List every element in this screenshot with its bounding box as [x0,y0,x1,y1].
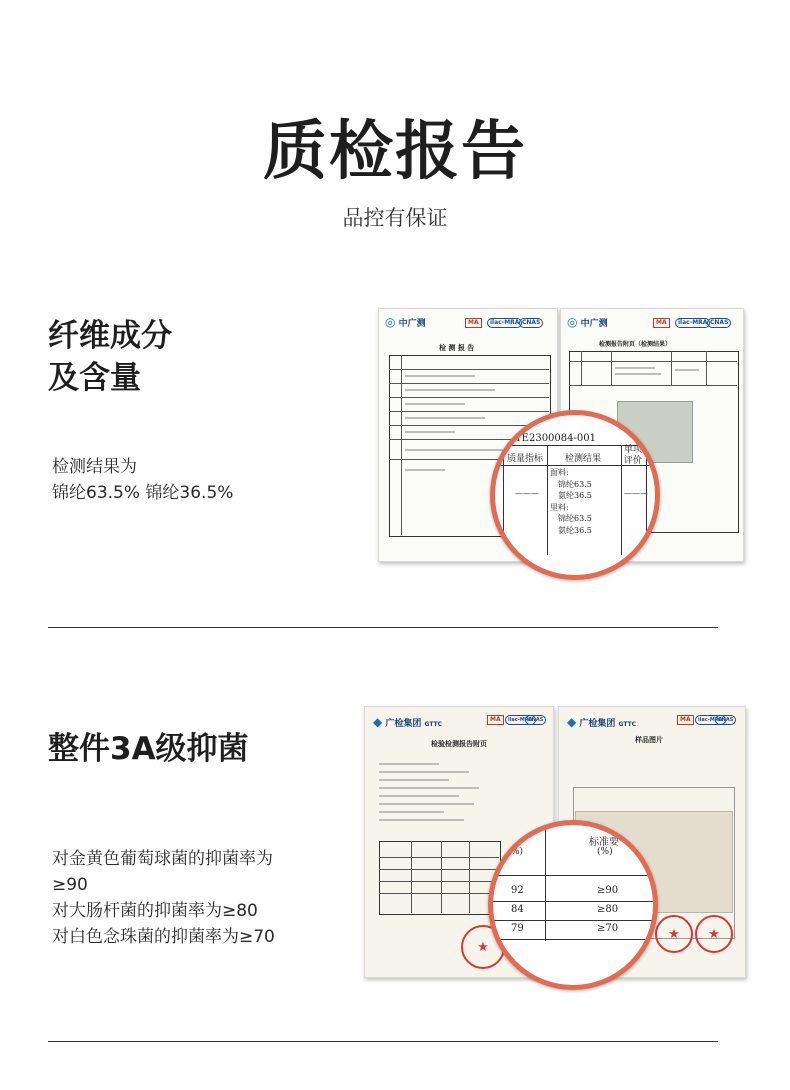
section2-desc-line: 对白色念珠菌的抑菌率为≥70 [52,927,275,947]
stamp-star-icon-3: ★ [695,915,733,953]
gttc-badge-ilac: ilac-MRA [505,715,536,725]
report-title: 检 测 报 告 [439,344,475,352]
gttc-brand-logo-2: ◆ 广检集团 GTTC [567,715,637,729]
attach-brand-logo: ◎ 中广测 [567,315,608,329]
section2-description [52,846,275,950]
attach-title: 检测报告附页（检测结果） [599,341,672,348]
gttc-badge-cnas-2: CNAS [715,715,736,725]
gttc-logo-icon-2: ◆ [567,715,577,729]
section2-heading: 整件3A级抑菌 [48,731,249,767]
mag-row-value: 84 [511,904,524,915]
sample-picture-title: 样品图片 [635,736,663,744]
section1-magnifier [490,410,660,580]
section1-heading-line2: 及含量 [48,360,141,396]
mag-result-line: 锦纶63.5 [558,479,592,489]
mag-col-standard: 标准要 [589,837,619,848]
section1-desc-line1: 检测结果为 [52,457,137,477]
mag-result-line: 氨纶36.5 [558,491,592,500]
stamp-star-icon-2: ★ [655,915,693,953]
brand-c-icon: ◎ [385,315,396,329]
section2-magnifier [488,820,658,990]
badge-ilac: ilac-MRA [487,318,522,328]
mag-dash-right: ——— [624,489,648,498]
page-subtitle: 品控有保证 [342,206,448,230]
antibac-table-frame [379,841,501,915]
badge-cnas: CNAS [519,318,543,328]
section2-desc-line: 对金黄色葡萄球菌的抑菌率为 [52,849,273,869]
mag-result-line: 锦纶63.5 [558,514,592,523]
mag-row-standard: ≥90 [597,885,619,896]
section1-report-images [378,308,746,580]
attach-badge-cnas: CNAS [707,318,731,328]
mag-row-divider [493,920,653,921]
section2-desc-line: 对大肠杆菌的抑菌率为≥80 [52,901,258,921]
mag-result-line: 里料: [550,502,569,512]
mag-col-result: 检测结果 [565,454,602,464]
gttc-badge-ma: MA [487,715,504,725]
section1-description [52,454,233,506]
attach-badge-ma: MA [653,318,670,328]
section1-heading-line1: 纤维成分 [48,318,172,354]
page-title: 质检报告 [263,115,527,189]
section2-desc-line: ≥90 [52,875,88,895]
stamp-star-icon: ★ [461,925,505,969]
mag-col-unit-left: %) [511,847,524,857]
section1-desc-line2: 锦纶63.5% 锦纶36.5% [52,483,234,503]
gttc-badge-cnas: CNAS [525,715,546,725]
mag-row-divider [493,901,653,902]
mag-col-single: 单项 评价 [624,445,643,466]
mag-row-divider [493,939,653,940]
mag-col-quality: 质量指标 [507,454,544,464]
mag-result-line: 面料: [550,468,569,477]
gttc-logo-icon: ◆ [373,715,383,729]
antibac-report-title: 检验检测报告附页 [431,740,487,748]
mag-row-value: 92 [511,885,524,896]
mag-result-line: 氨纶36.5 [558,525,592,535]
mag-row-standard: ≥70 [597,923,619,934]
section1-heading [48,315,172,399]
gttc-badge-ilac-2: ilac-MRA [695,715,726,725]
section2-report-images [360,704,748,988]
gttc-brand-logo: ◆ 广检集团 GTTC [373,715,443,729]
attach-badge-ilac: ilac-MRA [675,318,710,328]
mag-row-standard: ≥80 [597,904,619,915]
gttc-badge-ma-2: MA [677,715,694,725]
badge-ma: MA [465,318,482,328]
attach-brand-c-icon: ◎ [567,315,578,329]
section-divider-1 [48,627,718,628]
mag-dash-left: ——— [515,489,539,498]
section-divider-2 [48,1041,718,1042]
mag-col-unit: (%) [597,847,613,857]
mag-result-list [550,467,592,536]
mag-report-no: TE2300084-001 [515,433,596,444]
mag-row-value: 79 [511,923,524,934]
report-brand-logo: ◎ 中广测 [385,315,426,329]
